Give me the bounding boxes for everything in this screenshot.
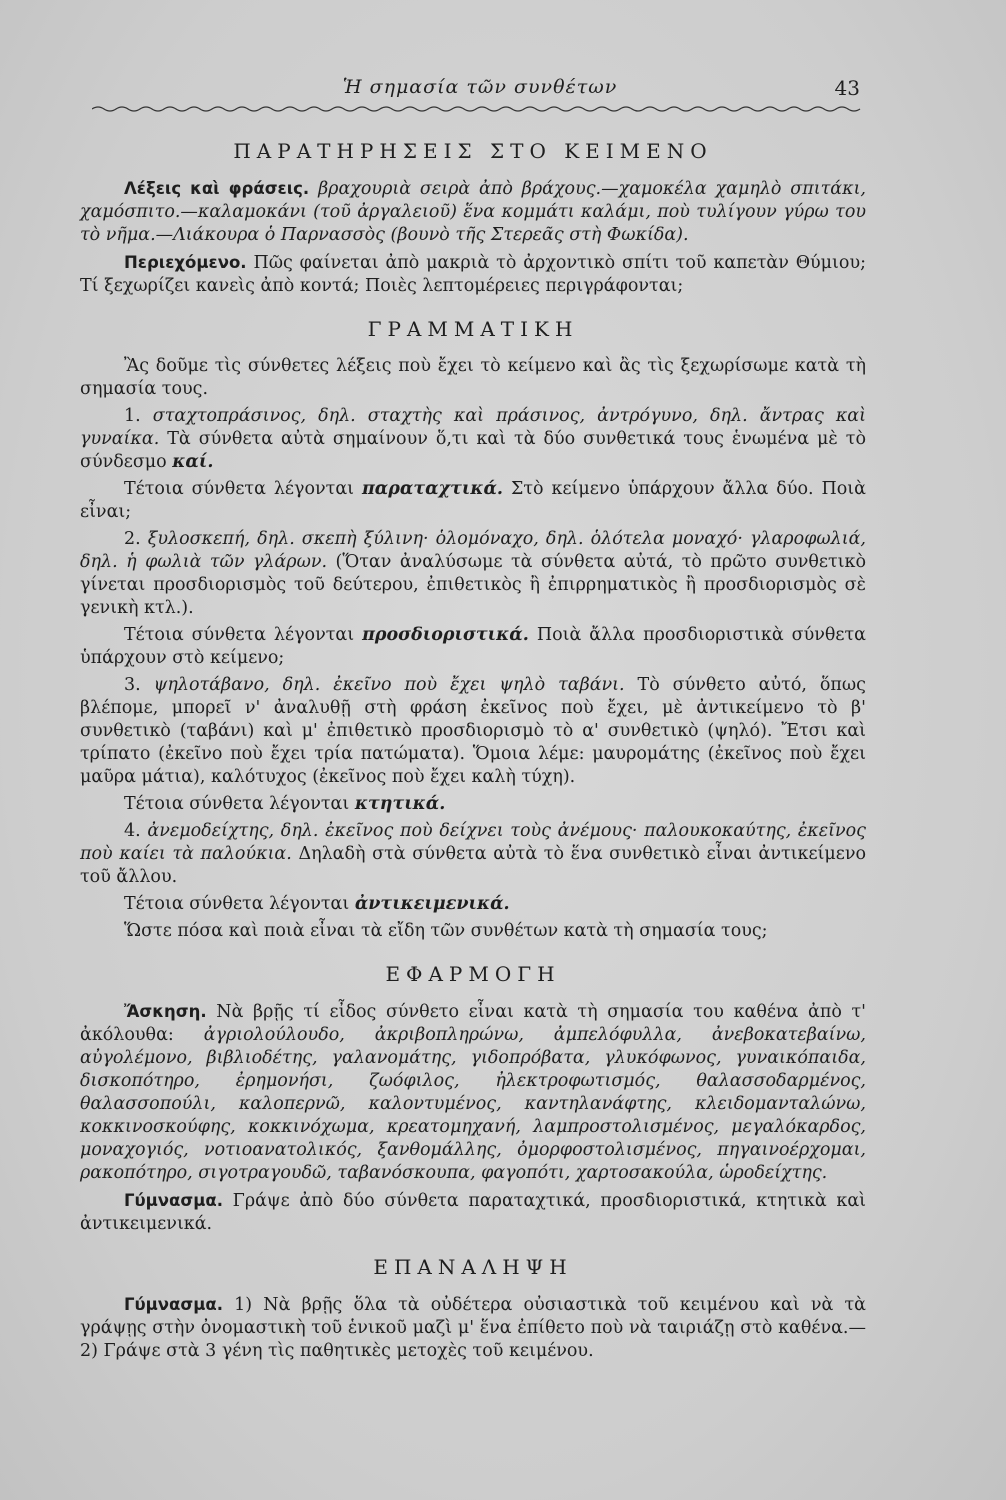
grammar-point-1 (80, 405, 866, 474)
words-text: βραχουριὰ σειρὰ ἀπὸ βράχους.—χαμοκέλα χαμηλὸ σπιτάκι, χαμόσπιτο.—καλαμοκάνι (τοῦ ἀργαλειοῦ) ἕνα κομμάτι καλάμι, ποὺ τυλίγουν γύρω του τὸ νῆμα.—Λιάκουρα ὁ Παρνασσὸς (βουνὸ τῆς Στερεᾶς στὴ Φωκίδα). (80, 179, 866, 245)
term-antikeimenika: ἀντικειμενικά. (354, 894, 510, 914)
point-4-text: Δηλαδὴ στὰ σύνθετα αὐτὰ τὸ ἕνα συνθετικὸ εἶναι ἀντικείμενο τοῦ ἄλλου. (80, 844, 866, 887)
point-3-number: 3. (124, 675, 141, 695)
grammar-conclusion: Ὥστε πόσα καὶ ποιὰ εἶναι τὰ εἴδη τῶν συνθέτων κατὰ τὴ σημασία τους; (124, 921, 768, 941)
point-4-number: 4. (124, 821, 141, 841)
section-heading-remarks: ΠΑΡΑΤΗΡΗΣΕΙΣ ΣΤΟ ΚΕΙΜΕΝΟ (233, 139, 713, 163)
point-4-term-pre: Τέτοια σύνθετα λέγονται (124, 894, 350, 914)
point-1-examples: σταχτοπράσινος, δηλ. σταχτὴς καὶ πράσινος, ἀντρόγυνο, δηλ. ἄντρας καὶ γυναίκα. (80, 406, 866, 449)
wavy-header-rule (92, 104, 864, 114)
words-paragraph (80, 177, 866, 247)
point-4-examples: ἀνεμοδείχτης, δηλ. ἐκεῖνος ποὺ δείχνει τοὺς ἀνέμους· παλουκοκαύτης, ἐκεῖνος ποὺ καίει τὰ παλούκια. (80, 821, 866, 864)
point-2-term-post: Ποιὰ ἄλλα προσδιοριστικὰ σύνθετα ὑπάρχουν στὸ κείμενο; (80, 625, 866, 668)
point-1-term-pre: Τέτοια σύνθετα λέγονται (124, 479, 354, 499)
point-2-number: 2. (124, 529, 141, 549)
point-1-kai: καί. (172, 452, 214, 472)
review-gym-text: 1) Νὰ βρῇς ὅλα τὰ οὐδέτερα οὐσιαστικὰ τοῦ κειμένου καὶ νὰ τὰ γράψῃς στὴν ὀνομαστικὴ τοῦ ἑνικοῦ μαζὶ μ' ἕνα ἐπίθετο ποὺ νὰ ταιριάζῃ στὸ καθένα.—2) Γράψε στὰ 3 γένη τὶς παθητικὲς μετοχὲς τοῦ κειμένου. (80, 1295, 866, 1361)
point-2-term-pre: Τέτοια σύνθετα λέγονται (124, 625, 355, 645)
content-paragraph (80, 251, 866, 298)
application-gym-paragraph (80, 1189, 866, 1236)
page-content (80, 140, 866, 1367)
review-gym-label: Γύμνασμα. (124, 1295, 223, 1314)
content-text: Πῶς φαίνεται ἀπὸ μακριὰ τὸ ἀρχοντικὸ σπίτι τοῦ καπετὰν Θύμιου; Τί ξεχωρίζει κανεὶς ἀπὸ κοντά; Ποιὲς λεπτομέρειες περιγράφονται; (80, 253, 866, 296)
section-heading-grammar: ΓΡΑΜΜΑΤΙΚΗ (367, 317, 579, 341)
grammar-point-3 (80, 674, 866, 789)
content-label: Περιεχόμενο. (124, 253, 247, 272)
point-2-text: (Ὅταν ἀναλύσωμε τὰ σύνθετα αὐτά, τὸ πρῶτο συνθετικὸ γίνεται προσδιορισμὸς τοῦ δεύτερου, ἐπιθετικὸς ἢ ἐπιρρηματικὸς ἢ προσδιορισμὸς σὲ γενικὴ κτλ.). (80, 552, 867, 618)
exercise-text: Νὰ βρῇς τί εἶδος σύνθετο εἶναι κατὰ τὴ σημασία του καθένα ἀπὸ τ' ἀκόλουθα: (80, 1002, 866, 1045)
point-3-term-pre: Τέτοια σύνθετα λέγονται (124, 794, 350, 814)
point-1-text: Τὰ σύνθετα αὐτὰ σημαίνουν ὅ,τι καὶ τὰ δύο συνθετικά τους ἑνωμένα μὲ τὸ σύνδεσμο (80, 429, 866, 472)
section-heading-review: ΕΠΑΝΑΛΗΨΗ (373, 1255, 573, 1279)
application-gym-label: Γύμνασμα. (124, 1191, 223, 1210)
exercise-paragraph (80, 1000, 866, 1185)
words-label: Λέξεις καὶ φράσεις. (124, 179, 310, 198)
point-2-examples: ξυλοσκεπή, δηλ. σκεπὴ ξύλινη· ὁλομόναχο, δηλ. ὁλότελα μοναχό· γλαροφωλιά, δηλ. ἡ φωλιὰ τῶν γλάρων. (80, 529, 866, 572)
grammar-point-2 (80, 528, 866, 620)
page-header (92, 76, 868, 106)
grammar-point-1-term (80, 478, 866, 524)
exercise-label: Ἄσκηση. (124, 1002, 207, 1021)
review-gym-paragraph (80, 1293, 866, 1363)
page-number: 43 (834, 76, 860, 100)
term-ktitika: κτητικά. (354, 794, 446, 814)
point-3-text: Τὸ σύνθετο αὐτό, ὅπως βλέπομε, μπορεῖ ν' ἀναλυθῇ στὴ φράση ἐκεῖνος ποὺ ἔχει, μὲ ἀντικείμενο τὸ β' συνθετικὸ (ταβάνι) καὶ μ' ἐπιθετικὸ προσδιορισμὸ τὸ α' συνθετικὸ (ψηλό). Ἔτσι καὶ τρίπατο (ἐκεῖνο ποὺ ἔχει τρία πατώματα). Ὅμοια λέμε: μαυρομάτης (ἐκεῖνος ποὺ ἔχει μαῦρα μάτια), καλότυχος (ἐκεῖνος ποὺ ἔχει καλὴ τύχη). (80, 675, 866, 787)
application-gym-text: Γράψε ἀπὸ δύο σύνθετα παραταχτικά, προσδιοριστικά, κτητικὰ καὶ ἀντικειμενικά. (80, 1191, 866, 1234)
grammar-intro: Ἂς δοῦμε τὶς σύνθετες λέξεις ποὺ ἔχει τὸ κείμενο καὶ ἂς τὶς ξεχωρίσωμε κατὰ τὴ σημασία τους. (80, 356, 866, 399)
grammar-point-3-term (80, 793, 866, 816)
term-parataktika: παραταχτικά. (361, 479, 504, 499)
running-title: Ἡ σημασία τῶν συνθέτων (342, 76, 618, 98)
exercise-word-list: ἀγριολούλουδο, ἀκριβοπληρώνω, ἀμπελόφυλλα, ἀνεβοκατεβαίνω, αὐγολέμονο, βιβλιοδέτης, γαλανομάτης, γιδοπρόβατα, γλυκόφωνος, γυναικόπαιδα, δισκοπότηρο, ἐρημονήσι, ζωόφιλος, ἠλεκτροφωτισμός, θαλασσοδαρμένος, θαλασσοπούλι, καλοπερνῶ, καλοντυμένος, καντηλανάφτης, κλειδομανταλώνω, κοκκινοσκούφης, κοκκινόχωμα, κρεατομηχανή, λαμπροστολισμένος, μεγαλόκαρδος, μοναχογιός, νοτιοανατολικός, ξανθομάλλης, ὀμορφοστολισμένος, πηγαινοέρχομαι, ρακοπότηρο, σιγοτραγουδῶ, ταβανόσκουπα, φαγοπότι, χαρτοσακούλα, ὡροδείχτης. (80, 1025, 866, 1183)
point-3-examples: ψηλοτάβανο, δηλ. ἐκεῖνο ποὺ ἔχει ψηλὸ ταβάνι. (153, 675, 625, 695)
term-prosdioristika: προσδιοριστικά. (362, 625, 529, 645)
grammar-point-4-term (80, 893, 866, 916)
grammar-point-4 (80, 820, 866, 889)
point-1-term-post: Στὸ κείμενο ὑπάρχουν ἄλλα δύο. Ποιὰ εἶναι; (80, 479, 866, 522)
grammar-point-2-term (80, 624, 866, 670)
section-heading-application: ΕΦΑΡΜΟΓΗ (385, 962, 561, 986)
point-1-number: 1. (124, 406, 141, 426)
